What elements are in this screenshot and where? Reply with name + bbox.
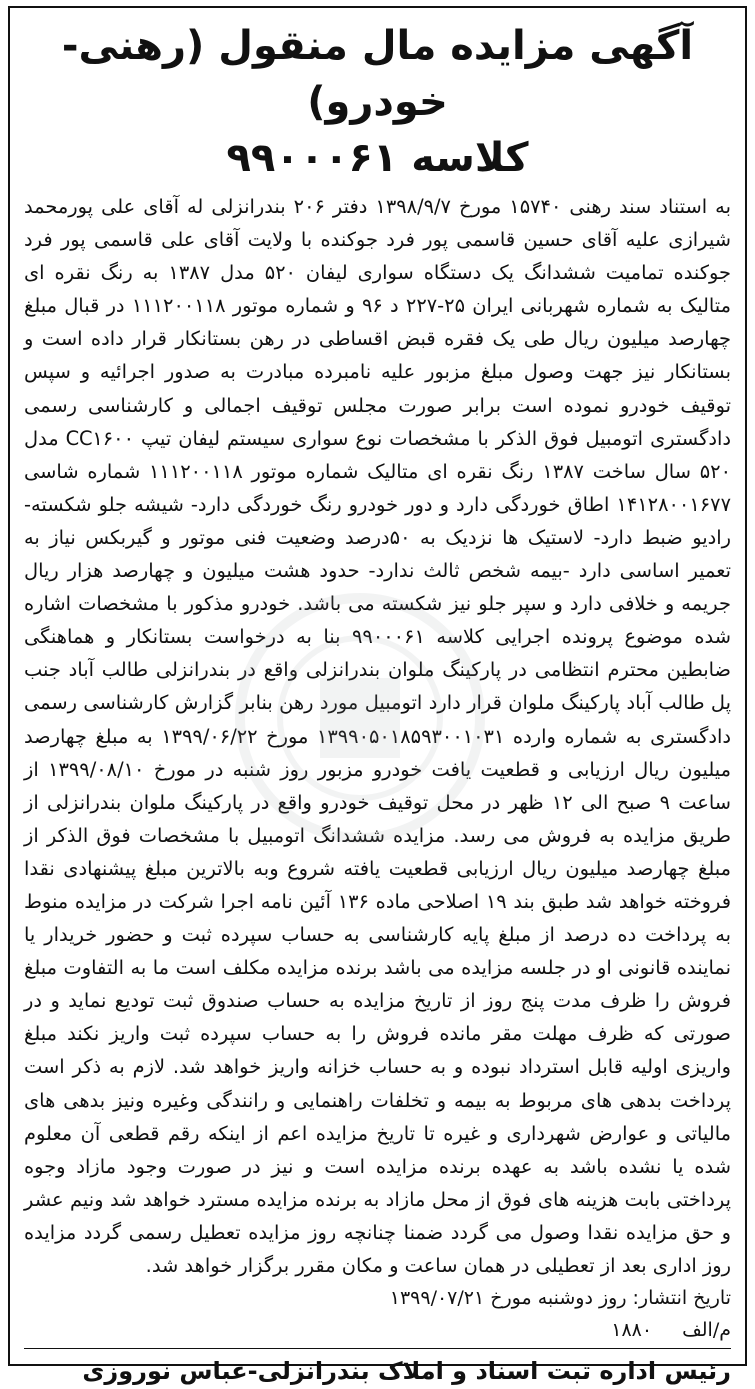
reference-label: م/الف [682, 1319, 731, 1342]
notice-body: به استناد سند رهنی ۱۵۷۴۰ مورخ ۱۳۹۸/۹/۷ دفتر ۲۰۶ بندرانزلی له آقای علی پورمحمد شیرازی علیه آقای حسین قاسمی پور فرد جوکنده با ولایت آقای علی قاسمی پور فرد جوکنده تمامیت ششدانگ یک دستگاه سواری لیفان ۵۲۰ مدل ۱۳۸۷ به رنگ نقره ای متالیک به شماره شهربانی ایران ۲۵-۲۲۷ د ۹۶ و شماره موتور ۱۱۱۲۰۰۱۱۸ در قبال مبلغ چهارصد میلیون ریال طی یک فقره قبض اقساطی در رهن بستانکار قرار داده است و بستانکار نیز جهت وصول مبلغ مزبور علیه نامبرده مبادرت به صدور اجرائیه و سپس توقیف خودرو نموده است برابر صورت مجلس توقیف اجمالی و کارشناسی رسمی دادگستری اتومبیل فوق الذکر با مشخصات نوع سواری سیستم لیفان تیپ CC۱۶۰۰ مدل ۵۲۰ سال ساخت ۱۳۸۷ رنگ نقره ای متالیک شماره موتور ۱۱۱۲۰۰۱۱۸ شماره شاسی ۱۴۱۲۸۰۰۱۶۷۷ اطاق خوردگی دارد و دور خودرو رنگ خوردگی دارد- شیشه جلو شکسته-رادیو ضبط دارد- لاستیک ها نزدیک به ۵۰درصد وضعیت فنی موتور و گیربکس نیاز به تعمیر اساسی دارد -بیمه شخص ثالث ندارد- حدود هشت میلیون و چهارصد هزار ریال جریمه و خلافی دارد و سپر جلو نیز شکسته می باشد. خودرو مذکور با مشخصات اشاره شده موضوع پرونده اجرایی کلاسه ۹۹۰۰۰۶۱ بنا به درخواست بستانکار و هماهنگی ضابطین محترم انتظامی در پارکینگ ملوان بندرانزلی واقع در بندرانزلی طالب آباد جنب پل طالب آباد پارکینگ ملوان قرار دارد اتومبیل مورد رهن بنابر گزارش کارشناسی رسمی دادگستری به شماره وارده ۱۳۹۹۰۵۰۱۸۵۹۳۰۰۱۰۳۱ مورخ ۱۳۹۹/۰۶/۲۲ به مبلغ چهارصد میلیون ریال ارزیابی و قطعیت یافت خودرو مزبور روز شنبه در مورخ ۱۳۹۹/۰۸/۱۰ از ساعت ۹ صبح الی ۱۲ ظهر در محل توقیف خودرو واقع در پارکینگ ملوان بندرانزلی از طریق مزایده به فروش می رسد. مزایده ششدانگ اتومبیل با مشخصات فوق الذکر از مبلغ چهارصد میلیون ریال ارزیابی قطعیت یافته شروع وبه بالاترین مبلغ پیشنهادی نقدا فروخته خواهد شد طبق بند ۱۹ اصلاحی ماده ۱۳۶ آئین نامه اجرا شرکت در مزایده منوط به پرداخت ده درصد از مبلغ پایه کارشناسی به حساب سپرده ثبت و حضور خریدار یا نماینده قانونی او در جلسه مزایده می باشد برنده مزایده مکلف است ما به التفاوت مبلغ فروش را ظرف مدت پنج روز از تاریخ مزایده به حساب صندوق ثبت تودیع نماید و در صورتی که ظرف مهلت مقر مانده فروش را به حساب سپرده ثبت واریز نکند مبلغ واریزی اولیه قابل استرداد نبوده و به حساب خزانه واریز خواهد شد. لازم به ذکر است پرداخت بدهی های مربوط به بیمه و تخلفات راهنمایی و رانندگی وغیره ونیز بدهی های مالیاتی و عوارض شهرداری و غیره تا تاریخ مزایده اعم از اینکه رقم قطعی آن معلوم شده یا نشده باشد به عهده برنده مزایده است و نیز در صورت وجود مازاد وجوه پرداختی بابت هزینه های فوق از محل مازاد به برنده مزایده مسترد خواهد شد ونیم عشر و حق مزایده نقدا وصول می گردد ضمنا چنانچه روز مزایده تعطیل رسمی گردد مزایده روز اداری بعد از تعطیلی در همان ساعت و مکان مقرر برگزار خواهد شد. [24, 195, 732, 1277]
signature: رئیس اداره ثبت اسناد و املاک بندرانزلی-عباس نوروزی [82, 1357, 731, 1386]
divider [24, 1348, 731, 1349]
notice-title-line1: آگهی مزایده مال منقول (رهنی-خودرو) [61, 23, 694, 125]
reference-number: ۱۸۸۰ [611, 1319, 653, 1342]
reference-row [24, 1314, 731, 1346]
notice-title-line2: کلاسه ۹۹۰۰۰۶۱ [226, 135, 529, 181]
publication-date: تاریخ انتشار: روز دوشنبه مورخ ۱۳۹۹/۰۷/۲۱ [389, 1287, 731, 1310]
auction-notice [8, 6, 747, 1386]
